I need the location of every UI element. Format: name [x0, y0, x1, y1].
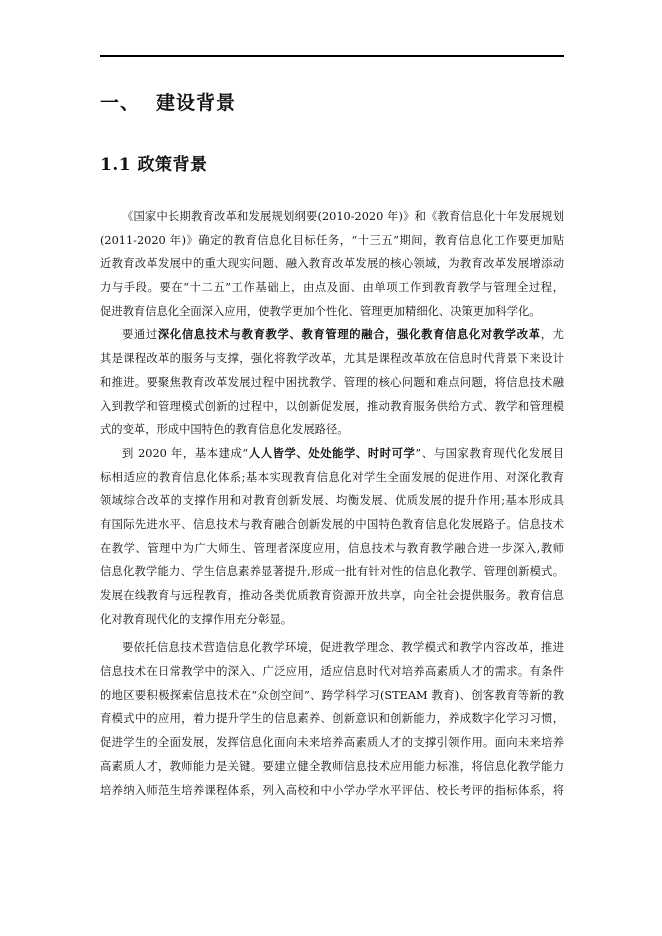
text-line	[100, 323, 564, 347]
paragraph	[100, 205, 564, 323]
text-line: (2011-2020 年)》确定的教育信息化目标任务，“十三五”期间，教育信息化工作要更加贴	[100, 233, 564, 247]
text-line: 要依托信息技术营造信息化教学环境，促进教学理念、教学模式和教学内容改革，推进	[122, 641, 564, 655]
text-line: 的地区要积极探索信息技术在“众创空间”、跨学科学习(STEAM 教育)、创客教育等新的教	[100, 688, 564, 702]
text-line: 近教育改革发展中的重大现实问题、融入教育改革发展的核心领域，为教育改革发展增添动	[100, 257, 564, 271]
subsection-heading: 1.1 政策背景	[100, 155, 208, 175]
emphasis-text: 人人皆学、处处能学、时时可学	[248, 445, 416, 460]
text-line: 化对教育现代化的支撑作用充分彰显。	[100, 612, 293, 626]
text-run: 要通过	[122, 328, 158, 342]
text-line: 发展在线教育与远程教育，推动各类优质教育资源开放共享，向全社会提供服务。教育信息	[100, 589, 564, 602]
text-line: 育模式中的应用，着力提升学生的信息素养、创新意识和创新能力，养成数字化学习习惯，	[100, 712, 564, 726]
paragraph	[100, 636, 564, 802]
text-line: 领域综合改革的支撑作用和对教育创新发展、均衡发展、优质发展的提升作用;基本形成具	[100, 494, 564, 508]
text-line: 培养纳入师范生培养课程体系，列入高校和中小学办学水平评估、校长考评的指标体系，将	[100, 783, 564, 797]
document-body	[100, 205, 564, 802]
paragraph	[100, 442, 564, 632]
text-line: 有国际先进水平、信息技术与教育融合创新发展的中国特色教育信息化发展路子。信息技术	[100, 517, 564, 531]
text-line: 《国家中长期教育改革和发展规划纲要(2010-2020 年)》和《教育信息化十年发展规划	[122, 210, 564, 223]
text-run: ，尤	[540, 328, 564, 342]
section-title: 建设背景	[156, 92, 237, 114]
emphasis-text: 深化信息技术与教育教学、教育管理的融合，强化教育信息化对教学改革	[157, 327, 541, 342]
text-line: 其是课程改革的服务与支撑，强化将教学改革，尤其是课程改革放在信息时代背景下来设计	[100, 352, 564, 366]
text-line: 式的变革，形成中国特色的教育信息化发展路径。	[100, 423, 349, 437]
paragraph	[100, 323, 564, 441]
text-line	[100, 442, 564, 466]
text-line: 信息技术在日常教学中的深入、广泛应用，适应信息时代对培养高素质人才的需求。有条件	[100, 665, 564, 679]
header-rule	[100, 55, 564, 57]
text-line: 入到教学和管理模式创新的过程中，以创新促发展，推动教育服务供给方式、教学和管理模	[100, 399, 564, 413]
text-line: 信息化教学能力、学生信息素养显著提升,形成一批有针对性的信息化教学、管理创新模式。	[100, 565, 564, 579]
section-number: 一、	[100, 92, 141, 114]
text-line: 促进教育信息化全面深入应用，使教学更加个性化、管理更加精细化、决策更加科学化。	[100, 304, 541, 318]
section-heading	[100, 88, 236, 115]
text-line: 标相适应的教育信息化体系;基本实现教育信息化对学生全面发展的促进作用、对深化教育	[100, 470, 564, 484]
text-line: 高素质人才，教师能力是关键。要建立健全教师信息技术应用能力标准，将信息化教学能力	[100, 759, 564, 773]
text-line: 和推进。要聚焦教育改革发展过程中困扰教学、管理的核心问题和难点问题，将信息技术融	[100, 375, 564, 389]
text-line: 在教学、管理中为广大师生、管理者深度应用，信息技术与教育教学融合进一步深入,教师	[100, 541, 564, 555]
text-line: 力与手段。要在“十二五”工作基础上，由点及面、由单项工作到教育教学与管理全过程，	[100, 281, 564, 295]
text-run: 到 2020 年，基本建成“	[122, 446, 249, 460]
text-run: ”、与国家教育现代化发展目	[415, 446, 564, 460]
text-line: 促进学生的全面发展，发挥信息化面向未来培养高素质人才的支撑引领作用。面向未来培养	[100, 736, 564, 750]
